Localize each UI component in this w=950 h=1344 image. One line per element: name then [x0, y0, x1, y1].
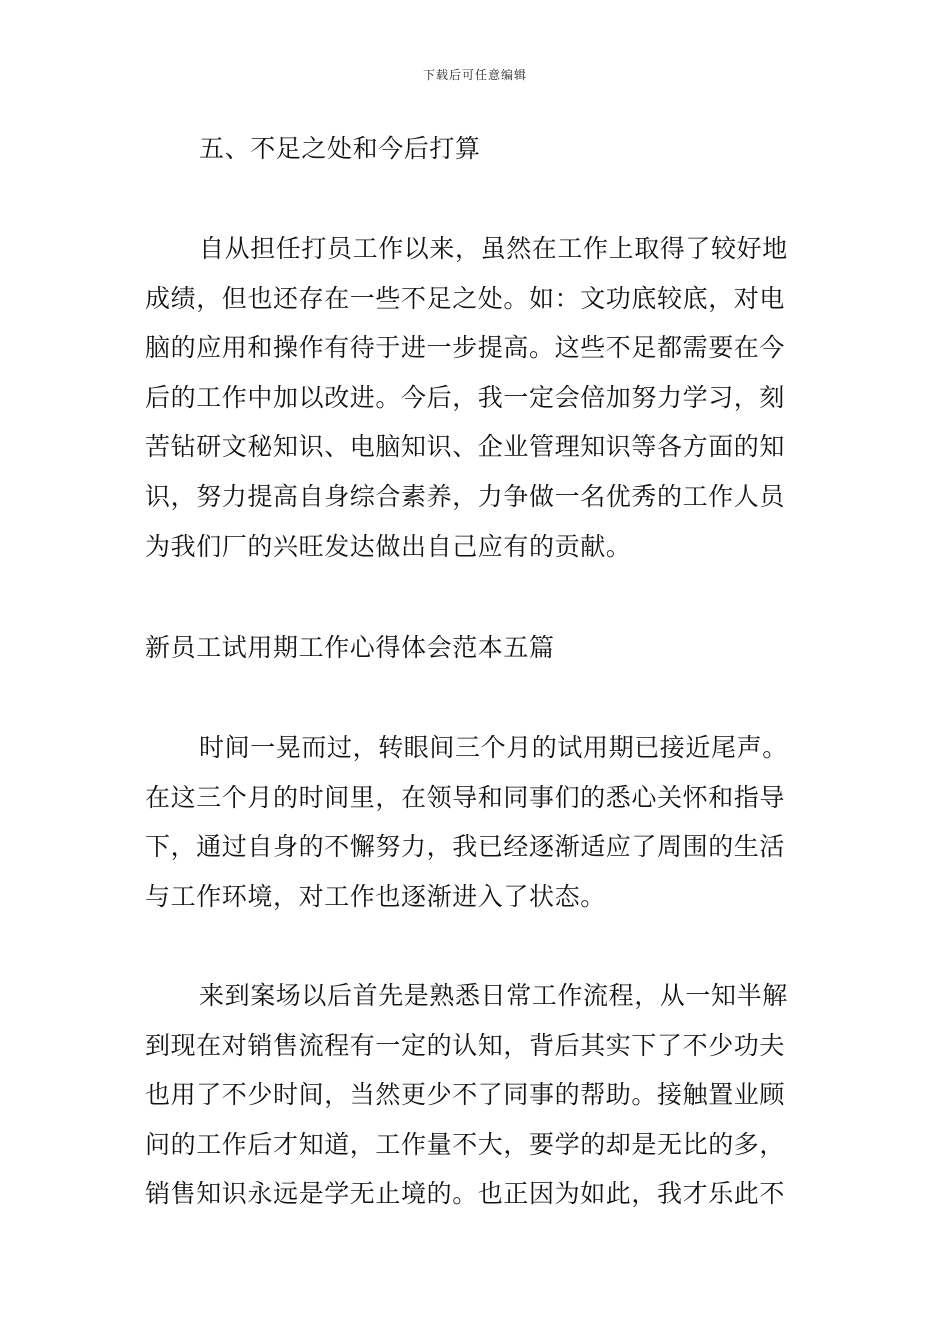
article-title-block [145, 623, 810, 673]
paragraph-line: 自从担任打员工作以来，虽然在工作上取得了较好地 [199, 234, 788, 263]
paragraph-line: 脑的应用和操作有待于进一步提高。这些不足都需要在今 [145, 333, 786, 363]
paragraph-line: 苦钻研文秘知识、电脑知识、企业管理知识等各方面的知 [145, 432, 786, 462]
paragraph-line: 成绩，但也还存在一些不足之处。如：文功底较底，对电 [145, 283, 786, 313]
section-heading: 五、不足之处和今后打算 [199, 134, 481, 163]
paragraph-line: 销售知识永远是学无止境的。也正因为如此，我才乐此不 [145, 1179, 786, 1209]
section-heading-block [145, 124, 810, 174]
paragraph-line: 识，努力提高自身综合素养，力争做一名优秀的工作人员 [145, 481, 786, 511]
paragraph-3 [145, 971, 810, 1219]
header-note: 下载后可任意编辑 [422, 68, 527, 82]
paragraph-line: 来到案场以后首先是熟悉日常工作流程，从一知半解 [199, 981, 788, 1010]
paragraph-line: 也用了不少时间，当然更少不了同事的帮助。接触置业顾 [145, 1080, 786, 1110]
paragraph-line: 时间一晃而过，转眼间三个月的试用期已接近尾声。 [199, 733, 788, 762]
article-title: 新员工试用期工作心得体会范本五篇 [145, 633, 555, 662]
paragraph-line: 后的工作中加以改进。今后，我一定会倍加努力学习，刻 [145, 382, 786, 412]
paragraph-line: 到现在对销售流程有一定的认知，背后其实下了不少功夫 [145, 1030, 786, 1060]
paragraph-2 [145, 723, 810, 921]
paragraph-line: 问的工作后才知道，工作量不大，要学的却是无比的多， [145, 1129, 786, 1159]
paragraph-line: 为我们厂的兴旺发达做出自己应有的贡献。 [145, 531, 632, 561]
paragraph-1 [145, 224, 810, 571]
paragraph-line: 下，通过自身的不懈努力，我已经逐渐适应了周围的生活 [145, 832, 786, 862]
paragraph-line: 在这三个月的时间里，在领导和同事们的悉心关怀和指导 [145, 782, 786, 812]
paragraph-line: 与工作环境，对工作也逐渐进入了状态。 [145, 881, 606, 911]
